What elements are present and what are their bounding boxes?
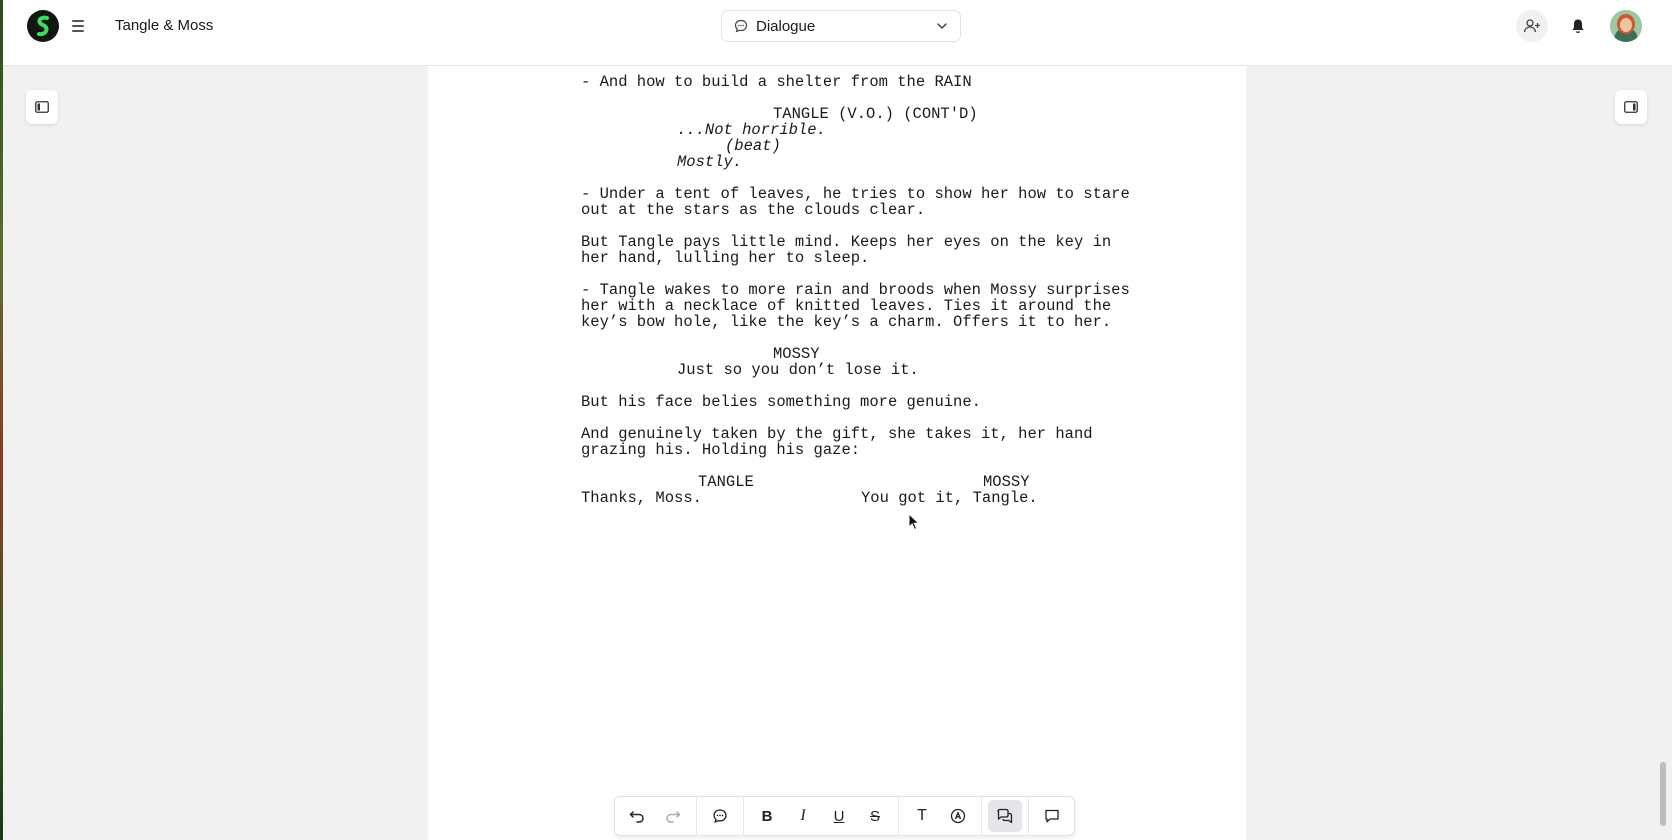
comment-button[interactable] xyxy=(1035,800,1069,832)
dialogue-line[interactable]: Thanks, Moss. xyxy=(581,489,702,507)
dual-dialogue-right xyxy=(861,474,1141,506)
action-line[interactable]: - Under a tent of leaves, he tries to show her how to stare out at the stars as the clouds clear. xyxy=(581,185,1140,219)
user-avatar-icon xyxy=(1610,10,1642,42)
toolbar-divider xyxy=(898,796,899,836)
toolbar-divider xyxy=(743,796,744,836)
dual-dialogue-icon xyxy=(996,808,1014,824)
dialogue-mode-button[interactable] xyxy=(703,800,737,832)
header-actions xyxy=(1516,10,1642,42)
dialogue-line[interactable]: ...Not horrible. xyxy=(677,121,826,139)
speech-bubble-icon xyxy=(734,19,748,33)
bell-icon xyxy=(1571,18,1585,34)
left-panel-toggle[interactable] xyxy=(26,90,58,124)
character-cue[interactable]: TANGLE (V.O.) (CONT'D) xyxy=(773,105,978,123)
action-line[interactable]: But his face belies something more genuine. xyxy=(581,393,981,411)
add-user-icon xyxy=(1523,18,1541,34)
redo-icon xyxy=(665,809,681,823)
undo-icon xyxy=(629,809,645,823)
chevron-down-icon xyxy=(936,20,948,32)
dual-dialogue-left xyxy=(581,474,861,506)
redo-button[interactable] xyxy=(656,800,690,832)
dialogue-line[interactable]: Mostly. xyxy=(677,153,743,171)
document-title[interactable]: Tangle & Moss xyxy=(115,17,214,34)
undo-button[interactable] xyxy=(620,800,654,832)
character-cue[interactable]: MOSSY xyxy=(773,345,820,363)
mouse-cursor-icon xyxy=(908,513,920,531)
dialogue-line[interactable]: Just so you don’t lose it. xyxy=(677,361,919,379)
app-logo[interactable] xyxy=(27,10,59,42)
text-style-button[interactable]: T xyxy=(917,807,927,824)
toolbar-divider xyxy=(1028,796,1029,836)
bold-button[interactable]: B xyxy=(761,807,773,825)
screenplay-body[interactable] xyxy=(581,74,1141,506)
format-toolbar xyxy=(614,796,1075,836)
action-line[interactable]: And genuinely taken by the gift, she takes it, her hand grazing his. Holding his gaze: xyxy=(581,425,1102,459)
action-line[interactable]: - And how to build a shelter from the RAIN xyxy=(581,73,972,91)
sidebar-left-icon xyxy=(35,101,49,113)
dual-dialogue[interactable] xyxy=(581,474,1141,506)
character-cue[interactable]: TANGLE xyxy=(698,473,754,491)
mention-icon xyxy=(950,808,966,824)
script-page[interactable] xyxy=(428,66,1246,840)
action-line[interactable]: But Tangle pays little mind. Keeps her eyes on the key in her hand, lulling her to sleep. xyxy=(581,233,1121,267)
speech-bubble-icon xyxy=(712,808,728,824)
mention-button[interactable] xyxy=(941,800,975,832)
sidebar-right-icon xyxy=(1624,101,1638,113)
window-edge xyxy=(0,0,3,840)
character-cue[interactable]: MOSSY xyxy=(983,473,1030,491)
strikethrough-button[interactable]: S xyxy=(869,807,880,825)
element-type-value: Dialogue xyxy=(756,17,816,35)
avatar[interactable] xyxy=(1610,10,1642,42)
share-button[interactable] xyxy=(1516,10,1548,42)
scrollbar-thumb[interactable] xyxy=(1660,762,1666,826)
toolbar-divider xyxy=(696,796,697,836)
underline-button[interactable]: U xyxy=(833,807,845,825)
dialogue-line[interactable]: You got it, Tangle. xyxy=(861,489,1038,507)
parenthetical[interactable]: (beat) xyxy=(725,137,781,155)
element-type-select[interactable] xyxy=(721,10,961,42)
logo-icon xyxy=(33,14,53,38)
comment-icon xyxy=(1044,808,1060,824)
menu-icon[interactable] xyxy=(69,17,87,35)
italic-button[interactable]: I xyxy=(800,807,806,824)
action-line[interactable]: - Tangle wakes to more rain and broods when Mossy surprises her with a necklace of knitted leaves. Ties it around the key’s bow hole, like the key’s a charm. Offers it to her. xyxy=(581,281,1140,331)
right-panel-toggle[interactable] xyxy=(1615,90,1647,124)
notifications-button[interactable] xyxy=(1562,10,1594,42)
top-bar xyxy=(3,0,1672,66)
toolbar-divider xyxy=(981,796,982,836)
dual-dialogue-button[interactable] xyxy=(988,800,1022,832)
